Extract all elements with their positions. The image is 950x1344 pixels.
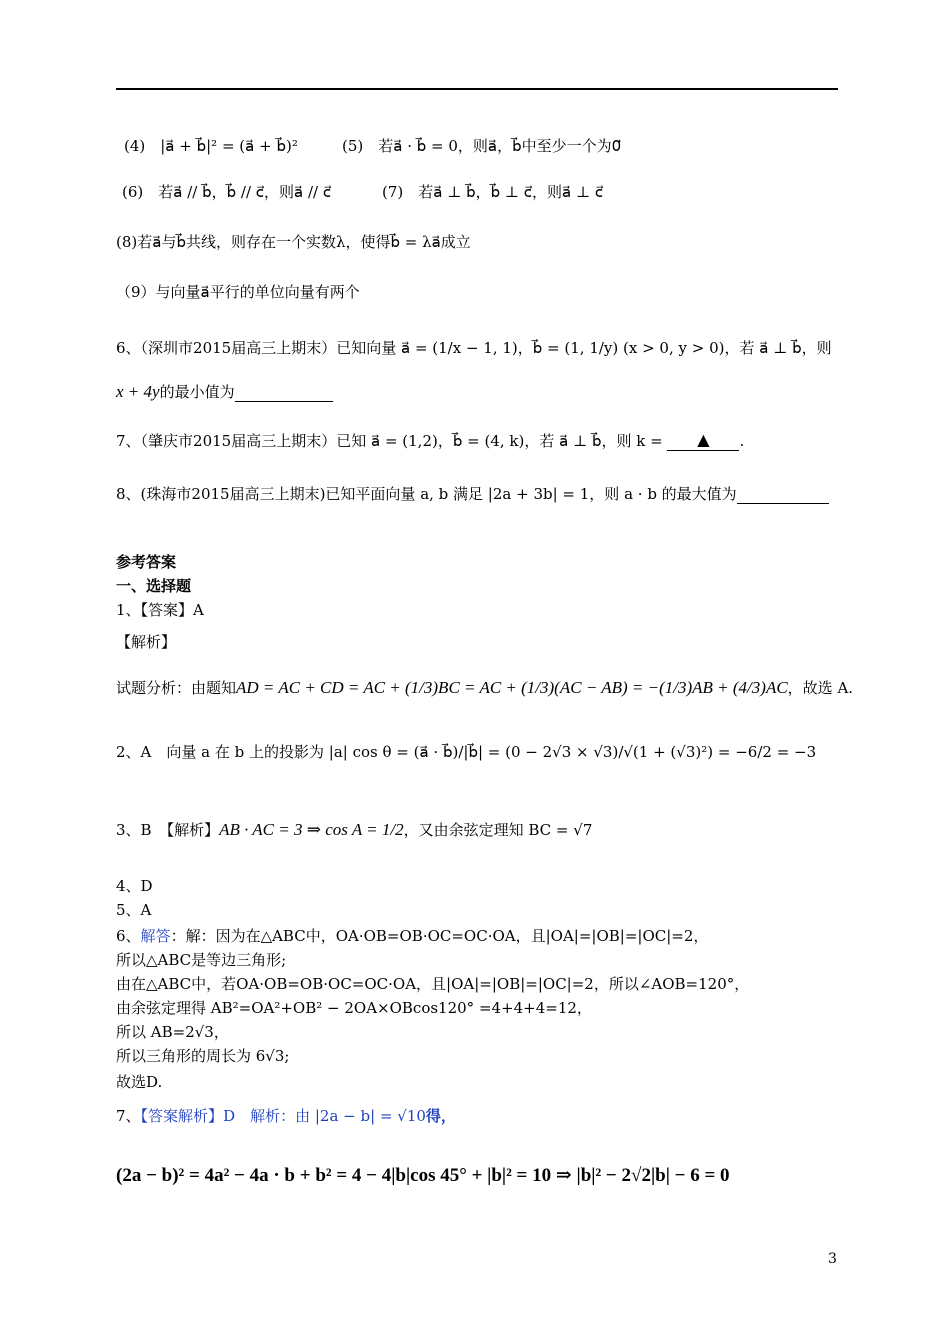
solution-label: 解答 [140, 927, 171, 945]
q6-text: 的最小值为 [159, 383, 235, 401]
answer-blank [737, 503, 829, 504]
question-6-cont [116, 382, 333, 402]
answer-2: 2、A 向量 a 在 b 上的投影为 |a| cos θ = (a⃗ · b⃗)/|b⃗| = (0 − 2√3 × √3)/√(1 + (√3)²) = −6/2 = −3 [116, 743, 817, 761]
answer-blank [667, 430, 739, 451]
question-7: 7、（肇庆市2015届高三上期末）已知 a⃗ = (1,2)，b⃗ = (4, k)，若 a⃗ ⊥ b⃗，则 k = ▲ . [116, 430, 745, 450]
answer-blank [235, 401, 333, 402]
answer-5: 5、A [116, 901, 152, 919]
answer-6-line3: 由在△ABC中，若OA·OB=OB·OC=OC·OA，且|OA|=|OB|=|OC|=2，所以∠AOB=120°， [116, 975, 750, 993]
answer-7-formula: (2a − b)² = 4a² − 4a · b + b² = 4 − 4|b|cos 45° + |b|² = 10 ⇒ |b|² − 2√2|b| − 6 = 0 [116, 1165, 730, 1186]
answer-7: 7、【答案解析】D 解析：由 |2a − b| = √10得， [116, 1107, 456, 1125]
answer-1-analysis: 试题分析：由题知AD = AC + CD = AC + (1/3)BC = AC + (1/3)(AC − AB) = −(1/3)AB + (4/3)AC，故选 A. [116, 678, 854, 697]
answer-1: 1、【答案】A [116, 601, 204, 619]
answer-6-line4: 由余弦定理得 AB²=OA²+OB² − 2OA×OBcos120° =4+4+4=12， [116, 999, 592, 1017]
answer-analysis-label: 【答案解析】 [140, 1107, 224, 1125]
item-6: (6) 若a⃗ // b⃗，b⃗ // c⃗，则a⃗ // c⃗ [122, 183, 332, 201]
page-number: 3 [828, 1251, 837, 1267]
section-heading: 一、选择题 [116, 577, 192, 595]
a3-formula: AB · AC = 3 ⇒ cos A = 1/2 [219, 820, 404, 839]
q6-expression: x + 4y [116, 382, 160, 401]
question-6: 6、（深圳市2015届高三上期末）已知向量 a⃗ = (1/x − 1, 1)，b⃗ = (1, 1/y) (x > 0, y > 0)，若 a⃗ ⊥ b⃗，则 [116, 339, 832, 357]
answer-3: 3、B 【解析】AB · AC = 3 ⇒ cos A = 1/2，又由余弦定理知 BC = √7 [116, 820, 593, 839]
triangle-icon: ▲ [697, 430, 710, 449]
item-9: （9）与向量a⃗平行的单位向量有两个 [116, 283, 360, 301]
answer-6-line6: 所以三角形的周长为 6√3; [116, 1047, 290, 1065]
answer-6: 6、解答：解：因为在△ABC中，OA·OB=OB·OC=OC·OA，且|OA|=|OB|=|OC|=2， [116, 927, 709, 945]
answer-6-line2: 所以△ABC是等边三角形; [116, 951, 287, 969]
answer-6-line5: 所以 AB=2√3， [116, 1023, 229, 1041]
answer-6-line7: 故选D. [116, 1073, 163, 1091]
a1-formula: AD = AC + CD = AC + (1/3)BC = AC + (1/3)(AC − AB) = −(1/3)AB + (4/3)AC [236, 678, 788, 697]
item-5: (5) 若a⃗ · b⃗ = 0，则a⃗，b⃗中至少一个为0⃗ [342, 137, 622, 155]
answer-4: 4、D [116, 877, 153, 895]
top-rule [116, 88, 838, 90]
question-8: 8、(珠海市2015届高三上期末)已知平面向量 a, b 满足 |2a + 3b| = 1，则 a · b 的最大值为 [116, 484, 829, 504]
answer-1-label: 【解析】 [116, 633, 177, 651]
item-7: (7) 若a⃗ ⊥ b⃗，b⃗ ⊥ c⃗，则a⃗ ⊥ c⃗ [382, 183, 604, 201]
item-8: (8)若a⃗与b⃗共线，则存在一个实数λ，使得b⃗ = λa⃗成立 [116, 233, 471, 251]
answers-title: 参考答案 [116, 553, 177, 571]
item-4: (4) |a⃗ + b⃗|² = (a⃗ + b⃗)² [124, 137, 298, 155]
